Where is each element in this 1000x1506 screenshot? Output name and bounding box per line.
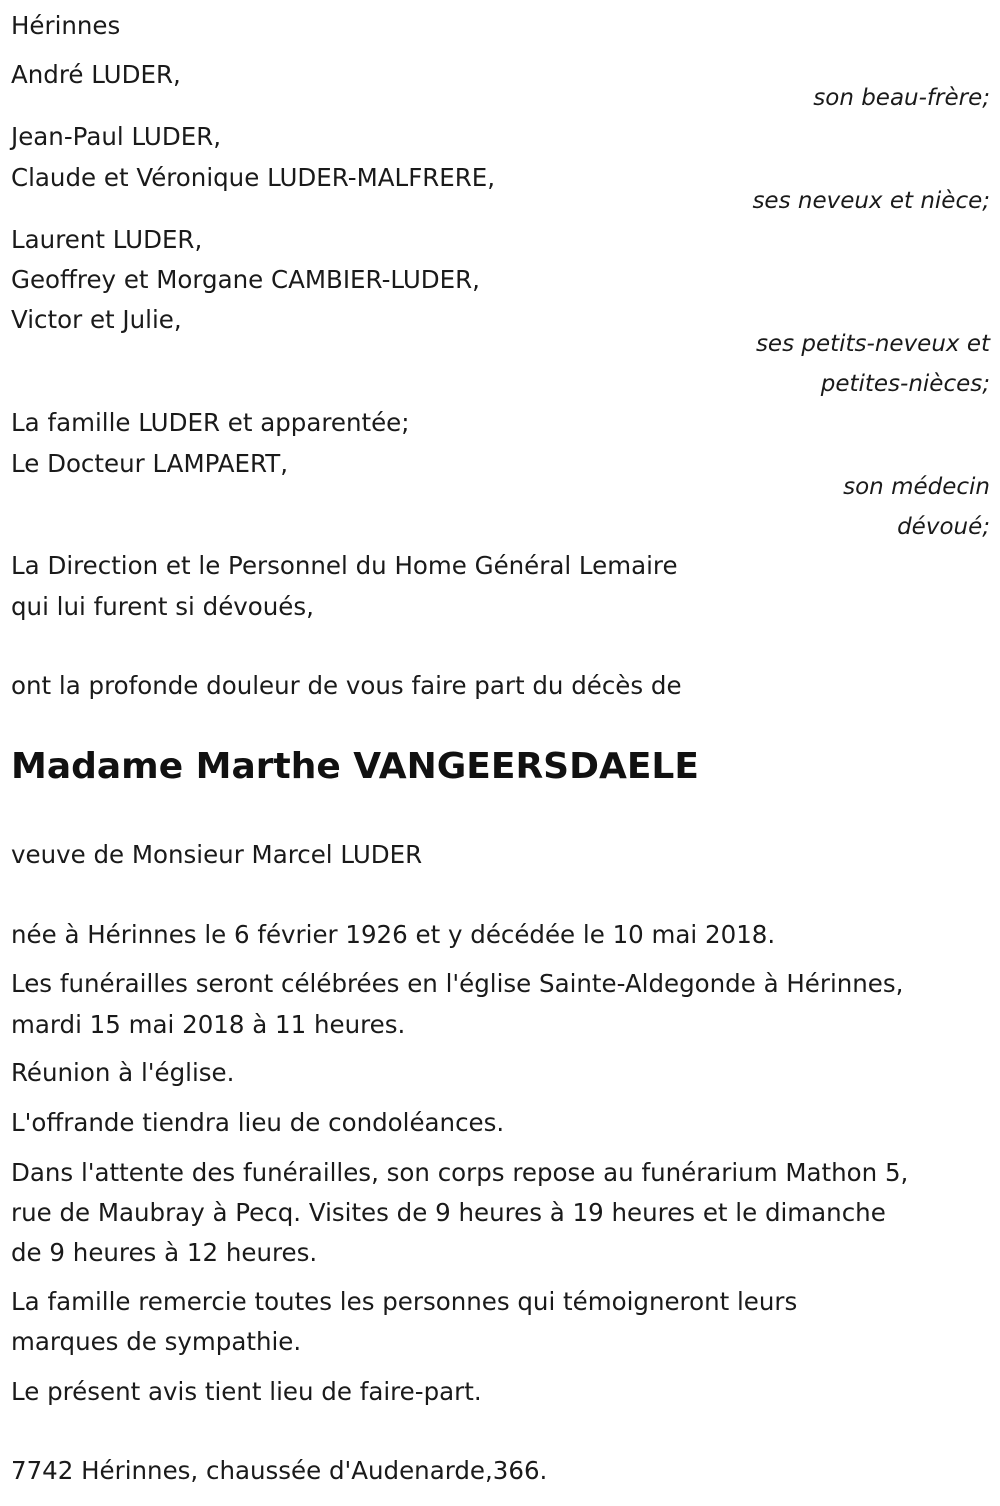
- family-member-laurent: Laurent LUDER,: [11, 225, 203, 254]
- family-luder: La famille LUDER et apparentée;: [11, 408, 410, 437]
- widow-of: veuve de Monsieur Marcel LUDER: [11, 840, 423, 869]
- visitation-line2: rue de Maubray à Pecq. Visites de 9 heures à 19 heures et le dimanche: [11, 1198, 886, 1227]
- visitation-line3: de 9 heures à 12 heures.: [11, 1238, 318, 1267]
- relation-medecin-line2: dévoué;: [897, 514, 990, 540]
- funeral-line2: mardi 15 mai 2018 à 11 heures.: [11, 1010, 406, 1039]
- family-member-jean-paul: Jean-Paul LUDER,: [11, 122, 222, 151]
- birth-death-dates: née à Hérinnes le 6 février 1926 et y décédée le 10 mai 2018.: [11, 920, 776, 949]
- offering-text: L'offrande tiendra lieu de condoléances.: [11, 1108, 505, 1137]
- family-member-victor: Victor et Julie,: [11, 305, 182, 334]
- relation-medecin-line1: son médecin: [843, 474, 990, 500]
- thanks-line1: La famille remercie toutes les personnes qui témoigneront leurs: [11, 1287, 798, 1316]
- thanks-line2: marques de sympathie.: [11, 1327, 302, 1356]
- relation-petits-neveux-line1: ses petits-neveux et: [755, 331, 990, 357]
- address: 7742 Hérinnes, chaussée d'Audenarde,366.: [11, 1456, 548, 1485]
- doctor-lampaert: Le Docteur LAMPAERT,: [11, 449, 289, 478]
- relation-beau-frere: son beau-frère;: [813, 85, 990, 111]
- family-member-claude: Claude et Véronique LUDER-MALFRERE,: [11, 163, 496, 192]
- announcement-text: ont la profonde douleur de vous faire part du décès de: [11, 671, 682, 700]
- direction-line2: qui lui furent si dévoués,: [11, 592, 314, 621]
- family-member-geoffrey: Geoffrey et Morgane CAMBIER-LUDER,: [11, 265, 480, 294]
- family-member-andre: André LUDER,: [11, 60, 181, 89]
- visitation-line1: Dans l'attente des funérailles, son corps repose au funérarium Mathon 5,: [11, 1158, 909, 1187]
- funeral-line1: Les funérailles seront célébrées en l'église Sainte-Aldegonde à Hérinnes,: [11, 969, 904, 998]
- reunion-text: Réunion à l'église.: [11, 1058, 235, 1087]
- notice-text: Le présent avis tient lieu de faire-part.: [11, 1377, 482, 1406]
- direction-line1: La Direction et le Personnel du Home Général Lemaire: [11, 551, 678, 580]
- relation-petits-neveux-line2: petites-nièces;: [820, 371, 990, 397]
- relation-neveux: ses neveux et nièce;: [752, 188, 990, 214]
- deceased-name: Madame Marthe VANGEERSDAELE: [11, 746, 699, 787]
- place-heading: Hérinnes: [11, 11, 121, 40]
